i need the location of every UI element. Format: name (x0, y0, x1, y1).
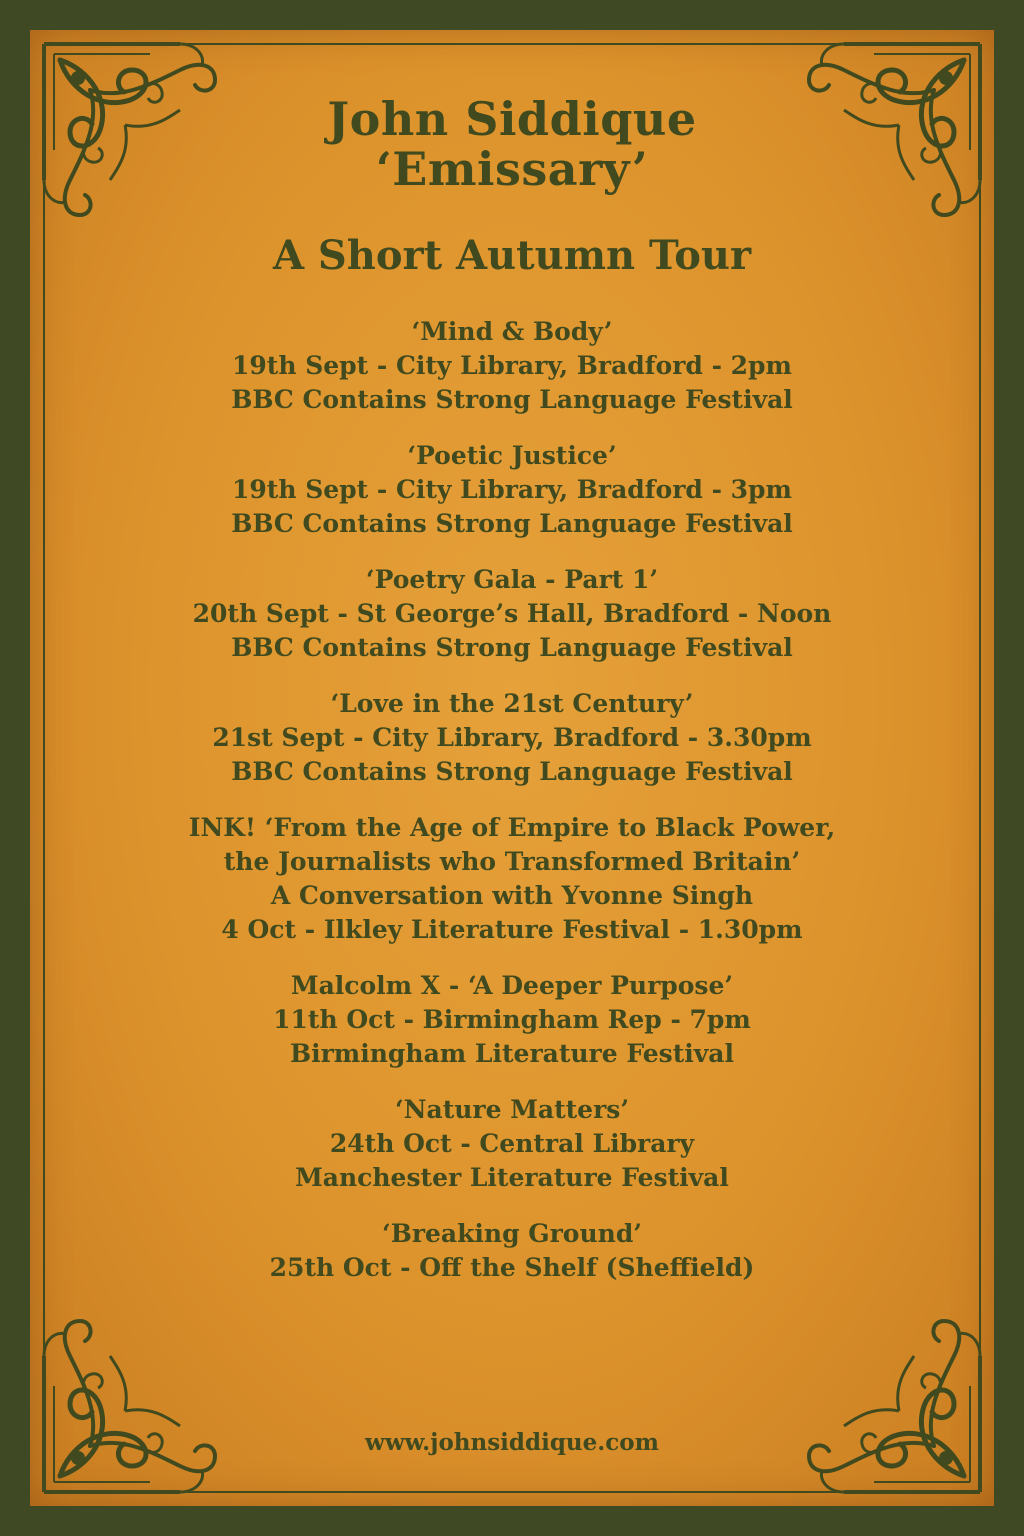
tour-subtitle: A Short Autumn Tour (272, 232, 752, 279)
poster-title (30, 94, 994, 194)
event-item (30, 439, 994, 541)
event-item (30, 563, 994, 665)
event-item (30, 315, 994, 417)
title-author: John Siddique (327, 92, 697, 146)
event-line: ‘Breaking Ground’ (381, 1219, 643, 1248)
event-item (30, 969, 994, 1071)
event-line: ‘Poetry Gala - Part 1’ (365, 565, 659, 594)
event-line: BBC Contains Strong Language Festival (231, 385, 793, 414)
event-line: Manchester Literature Festival (295, 1163, 729, 1192)
event-item (30, 811, 994, 947)
event-item (30, 1093, 994, 1195)
event-line: 24th Oct - Central Library (329, 1129, 695, 1158)
event-line: ‘Nature Matters’ (394, 1095, 630, 1124)
poster-content (30, 30, 994, 1506)
event-line: 25th Oct - Off the Shelf (Sheffield) (269, 1253, 755, 1282)
event-line: Birmingham Literature Festival (290, 1039, 734, 1068)
event-line: ‘Mind & Body’ (411, 317, 613, 346)
event-line: A Conversation with Yvonne Singh (270, 881, 754, 910)
title-book: ‘Emissary’ (375, 142, 649, 196)
event-line: ‘Love in the 21st Century’ (330, 689, 694, 718)
event-line: 11th Oct - Birmingham Rep - 7pm (273, 1005, 751, 1034)
event-line: 21st Sept - City Library, Bradford - 3.30pm (212, 723, 812, 752)
event-line: BBC Contains Strong Language Festival (231, 633, 793, 662)
website-link[interactable]: www.johnsiddique.com (365, 1429, 659, 1456)
event-list (30, 315, 994, 1307)
event-item (30, 687, 994, 789)
event-item (30, 1217, 994, 1285)
event-line: the Journalists who Transformed Britain’ (223, 847, 801, 876)
event-line: 19th Sept - City Library, Bradford - 2pm (232, 351, 792, 380)
event-line: 4 Oct - Ilkley Literature Festival - 1.30pm (221, 915, 803, 944)
event-line: 19th Sept - City Library, Bradford - 3pm (232, 475, 792, 504)
event-line: BBC Contains Strong Language Festival (231, 757, 793, 786)
event-line: Malcolm X - ‘A Deeper Purpose’ (290, 971, 734, 1000)
event-line: BBC Contains Strong Language Festival (231, 509, 793, 538)
event-line: ‘Poetic Justice’ (407, 441, 617, 470)
event-line: INK! ‘From the Age of Empire to Black Power, (188, 813, 836, 842)
parchment-panel (30, 30, 994, 1506)
event-line: 20th Sept - St George’s Hall, Bradford - Noon (192, 599, 832, 628)
